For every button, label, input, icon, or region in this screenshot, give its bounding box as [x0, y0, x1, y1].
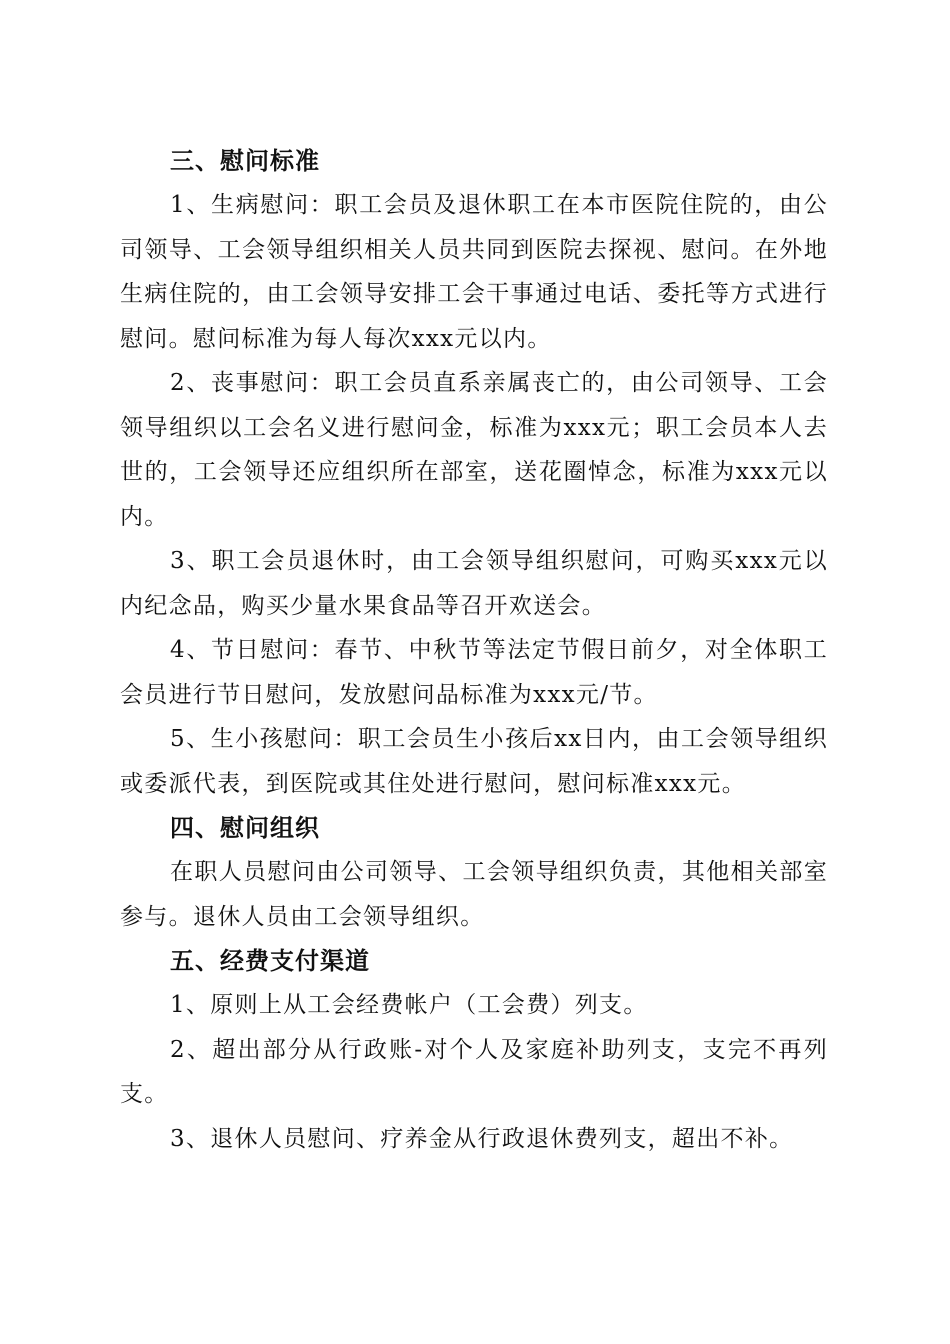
section-heading-organization: 四、慰问组织 — [170, 814, 320, 842]
section-heading-funding: 五、经费支付渠道 — [170, 947, 370, 975]
paragraph-funding-union: 1、原则上从工会经费帐户（工会费）列支。 — [170, 992, 648, 1018]
paragraph-retirement-visit: 3、职工会员退休时，由工会领导组织慰问，可购买xxx元以内纪念品，购买少量水果食品等召开欢送会。 — [120, 548, 828, 619]
paragraph-holiday-visit: 4、节日慰问：春节、中秋节等法定节假日前夕，对全体职工会员进行节日慰问，发放慰问品标准为xxx元/节。 — [120, 637, 828, 708]
paragraph-childbirth-visit: 5、生小孩慰问：职工会员生小孩后xx日内，由工会领导组织或委派代表，到医院或其住处进行慰问，慰问标准xxx元。 — [120, 726, 828, 797]
paragraph-illness-visit: 1、生病慰问：职工会员及退休职工在本市医院住院的，由公司领导、工会领导组织相关人员共同到医院去探视、慰问。在外地生病住院的，由工会领导安排工会干事通过电话、委托等方式进行慰问。慰问标准为每人每次xxx元以内。 — [120, 192, 828, 352]
section-heading-standards: 三、慰问标准 — [170, 147, 320, 175]
paragraph-organization: 在职人员慰问由公司领导、工会领导组织负责，其他相关部室参与。退休人员由工会领导组织。 — [120, 859, 828, 930]
paragraph-funding-retirees: 3、退休人员慰问、疗养金从行政退休费列支，超出不补。 — [170, 1125, 794, 1152]
document-page — [120, 139, 828, 1161]
paragraph-bereavement-visit: 2、丧事慰问：职工会员直系亲属丧亡的，由公司领导、工会领导组织以工会名义进行慰问金，标准为xxx元；职工会员本人去世的，工会领导还应组织所在部室，送花圈悼念，标准为xxx元以内。 — [120, 370, 828, 530]
paragraph-funding-administrative: 2、超出部分从行政账-对个人及家庭补助列支，支完不再列支。 — [120, 1036, 828, 1107]
